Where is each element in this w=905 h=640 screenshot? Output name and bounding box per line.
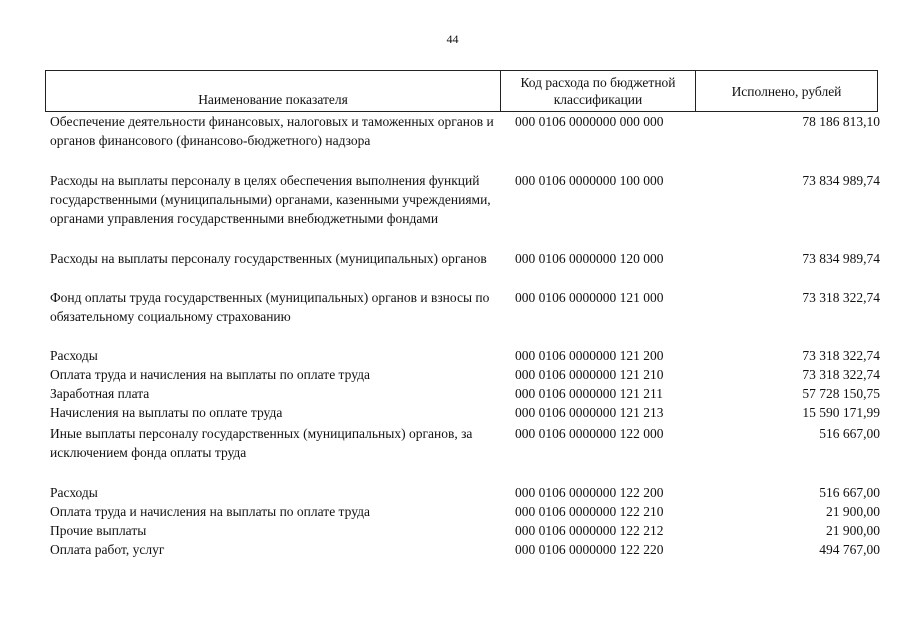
row-name: Иные выплаты персоналу государственных (муниципальных) органов, за исключением фонда оплаты труда xyxy=(50,426,473,460)
row-name: Начисления на выплаты по оплате труда xyxy=(50,405,283,420)
row-code: 000 0106 0000000 122 212 xyxy=(515,523,664,538)
row-name: Заработная плата xyxy=(50,386,150,401)
row-name: Расходы на выплаты персоналу в целях обеспечения выполнения функций государственными (муниципальными) органами, казенными учреждениями, органами управления государственными внебюджетными фондами xyxy=(50,173,491,226)
row-code: 000 0106 0000000 100 000 xyxy=(515,173,664,188)
row-code: 000 0106 0000000 121 213 xyxy=(515,405,664,420)
row-code: 000 0106 0000000 122 220 xyxy=(515,542,664,557)
row-name: Оплата труда и начисления на выплаты по оплате труда xyxy=(50,504,370,519)
row-code: 000 0106 0000000 121 210 xyxy=(515,367,664,382)
row-value: 494 767,00 xyxy=(819,542,880,557)
row-value: 15 590 171,99 xyxy=(802,405,880,420)
row-value: 73 834 989,74 xyxy=(802,251,880,266)
row-value: 57 728 150,75 xyxy=(802,386,880,401)
row-value: 73 318 322,74 xyxy=(802,348,880,363)
row-name: Фонд оплаты труда государственных (муниципальных) органов и взносы по обязательному социальному страхованию xyxy=(50,290,490,324)
row-code: 000 0106 0000000 121 000 xyxy=(515,290,664,305)
row-code: 000 0106 0000000 120 000 xyxy=(515,251,664,266)
row-code: 000 0106 0000000 122 000 xyxy=(515,426,664,441)
table-header xyxy=(45,70,878,112)
row-value: 21 900,00 xyxy=(826,504,880,519)
row-name: Обеспечение деятельности финансовых, налоговых и таможенных органов и органов финансового (финансово-бюджетного) надзора xyxy=(50,114,494,148)
row-value: 73 318 322,74 xyxy=(802,367,880,382)
row-code: 000 0106 0000000 121 211 xyxy=(515,386,663,401)
row-code: 000 0106 0000000 122 210 xyxy=(515,504,664,519)
header-code: Код расхода по бюджетной классификации xyxy=(501,71,696,111)
row-code: 000 0106 0000000 122 200 xyxy=(515,485,664,500)
row-name: Оплата работ, услуг xyxy=(50,542,165,557)
row-value: 21 900,00 xyxy=(826,523,880,538)
row-name: Расходы xyxy=(50,348,98,363)
row-code: 000 0106 0000000 121 200 xyxy=(515,348,664,363)
row-value: 73 834 989,74 xyxy=(802,173,880,188)
row-value: 73 318 322,74 xyxy=(802,290,880,305)
row-value: 516 667,00 xyxy=(819,426,880,441)
row-value: 78 186 813,10 xyxy=(802,114,880,129)
row-name: Прочие выплаты xyxy=(50,523,147,538)
page-number: 44 xyxy=(446,32,459,46)
row-name: Расходы xyxy=(50,485,98,500)
row-name: Расходы на выплаты персоналу государственных (муниципальных) органов xyxy=(50,251,487,266)
row-code: 000 0106 0000000 000 000 xyxy=(515,114,664,129)
header-name: Наименование показателя xyxy=(46,71,501,111)
row-name: Оплата труда и начисления на выплаты по оплате труда xyxy=(50,367,370,382)
header-value: Исполнено, рублей xyxy=(731,83,842,99)
row-value: 516 667,00 xyxy=(819,485,880,500)
